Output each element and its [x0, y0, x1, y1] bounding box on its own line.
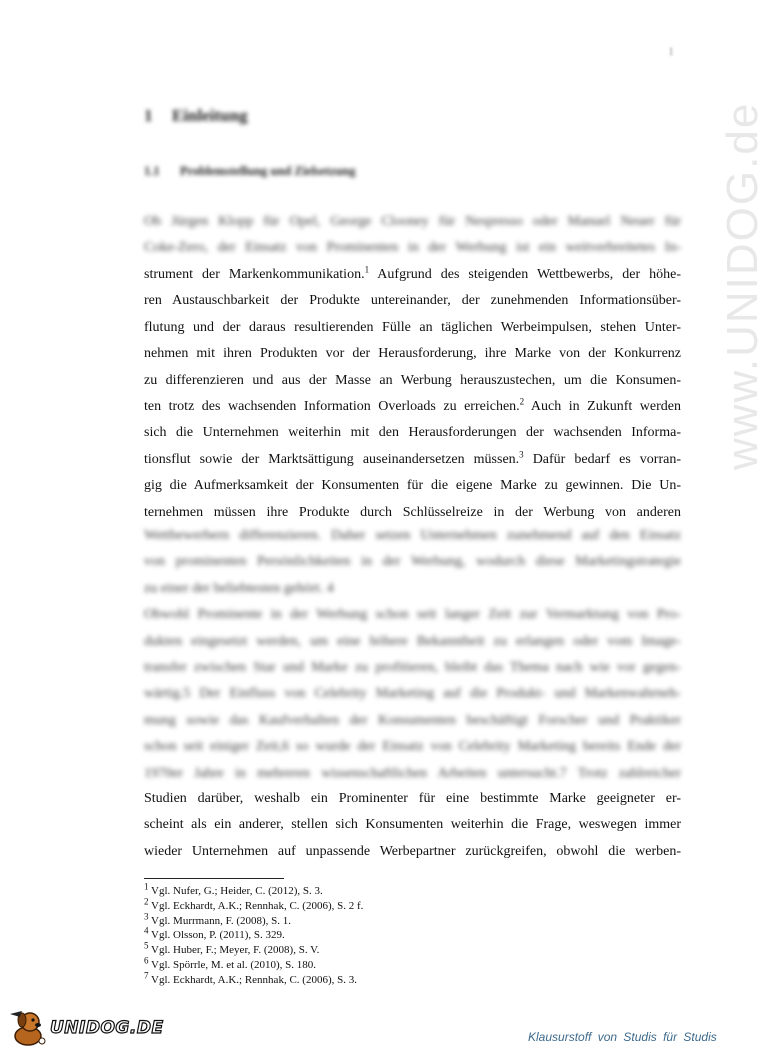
text-line: flutung und der daraus resultierenden Fülle an täglichen Werbeimpulsen, stehen Unter- — [144, 319, 681, 335]
text-line: tionsflut sowie der Marktsättigung auseinandersetzen müssen.$^3$ Dafür bedarf es vorran- — [144, 449, 681, 467]
text-line: transfer zwischen Star und Marke zu profitieren, bleibt das Thema nach wie vor gegen- — [144, 659, 681, 675]
text-line: nehmen mit ihren Produkten vor der Herausforderung, ihre Marke von der Konkurrenz — [144, 346, 681, 362]
unidog-logo[interactable] — [8, 1012, 164, 1048]
section-heading — [144, 164, 355, 179]
footnote-ref: 3 — [519, 449, 524, 460]
text-line: von prominenten Persönlichkeiten in der Werbung, wodurch diese Marketingstrategie — [144, 554, 681, 570]
text-line: mung sowie das Kaufverhalten der Konsumenten beschäftigt Forscher und Praktiker — [144, 712, 681, 728]
footnote-separator — [144, 878, 284, 879]
footnotes — [144, 881, 364, 988]
text-line: Wettbewerbern differenzieren. Daher setzen Unternehmen zunehmend auf den Einsatz — [144, 528, 681, 543]
section-number: 1.1 — [144, 164, 160, 178]
text-line: dukten eingesetzt werden, um eine höhere Bekanntheit zu erlangen oder vom Image- — [144, 633, 681, 649]
text-line: ten trotz des wachsenden Information Overloads zu erreichen.$^2$ Auch in Zukunft werden — [144, 396, 681, 414]
text-line: gig die Aufmerksamkeit der Konsumenten für die eigene Marke zu gewinnen. Die Un- — [144, 478, 681, 494]
text-line: ternehmen müssen ihre Produkte durch Schlüsselreize in der Werbung von anderen — [144, 504, 681, 520]
blurred-intro-text — [144, 209, 681, 262]
text-line: Coke-Zero, der Einsatz von Prominenten in der Werbung ist ein weitverbreitetes In- — [144, 240, 681, 256]
chapter-title: Einleitung — [172, 106, 248, 125]
text-line: Studien darüber, weshalb ein Prominenter für eine bestimmte Marke geeigneter er- — [144, 791, 681, 806]
watermark: www.UNIDOG.de — [718, 101, 767, 470]
dog-mascot-icon — [8, 1008, 52, 1048]
text-line: 1970er Jahre in mehreren wissenschaftlichen Arbeiten untersucht.7 Trotz zahlreicher — [144, 765, 681, 781]
footnote: $^6$ Vgl. Spörrle, M. et al. (2010), S. 180. — [144, 955, 317, 971]
chapter-number: 1 — [144, 106, 153, 125]
text-line: schon seit einiger Zeit,6 so wurde der Einsatz von Celebrity Marketing bereits Ende der — [144, 739, 681, 755]
footnote: $^4$ Vgl. Olsson, P. (2011), S. 329. — [144, 925, 285, 942]
text-line: zu differenzieren und aus der Masse an Werbung herauszustechen, um die Konsumen- — [144, 372, 681, 388]
footnote: $^2$ Vgl. Eckhardt, A.K.; Rennhak, C. (2006), S. 2 f. — [144, 896, 364, 912]
logo-text: UNIDOG.DE — [50, 1018, 164, 1038]
text-line: ren Austauschbarkeit der Produkte untereinander, der zunehmenden Informationsüber- — [144, 293, 681, 309]
text-line: strument der Markenkommunikation.$^1$ Aufgrund des steigenden Wettbewerbs, der höhe- — [144, 264, 681, 282]
footnote-ref: 1 — [364, 264, 370, 275]
text-line: wieder Unternehmen auf unpassende Werbepartner zurückgreifen, obwohl die werben- — [144, 843, 681, 859]
body-paragraph — [144, 262, 681, 526]
page-number: 1 — [668, 44, 674, 58]
chapter-heading — [144, 106, 248, 126]
text-line: Ob Jürgen Klopp für Opel, George Clooney für Nespresso oder Manuel Neuer für — [144, 214, 681, 229]
section-title: Problemstellung und Zielsetzung — [180, 164, 356, 178]
tagline: Klausurstoff von Studis für Studis — [528, 1030, 717, 1044]
text-line: scheint als ein anderer, stellen sich Konsumenten weiterhin die Frage, weswegen immer — [144, 817, 681, 833]
body-paragraph-continued — [144, 786, 681, 865]
footnote: $^1$ Vgl. Nufer, G.; Heider, C. (2012), S. 3. — [144, 881, 323, 897]
footnote-ref: 2 — [519, 396, 525, 407]
text-line: Obwohl Prominente in der Werbung schon seit langer Zeit zur Vermarktung von Pro- — [144, 607, 681, 623]
text-line: wärtig.5 Der Einfluss von Celebrity Marketing auf die Produkt- und Markenwahrneh- — [144, 686, 681, 702]
footnote: $^7$ Vgl. Eckhardt, A.K.; Rennhak, C. (2006), S. 3. — [144, 970, 357, 986]
footnote: $^3$ Vgl. Murrmann, F. (2008), S. 1. — [144, 910, 292, 927]
text-line: sich die Unternehmen weiterhin mit den Herausforderungen der wachsenden Informa- — [144, 425, 681, 441]
footnote: $^5$ Vgl. Huber, F.; Meyer, F. (2008), S. V. — [144, 940, 320, 957]
blurred-middle-text — [144, 523, 681, 787]
text-line: zu einer der beliebtesten gehört. 4 — [144, 580, 334, 596]
